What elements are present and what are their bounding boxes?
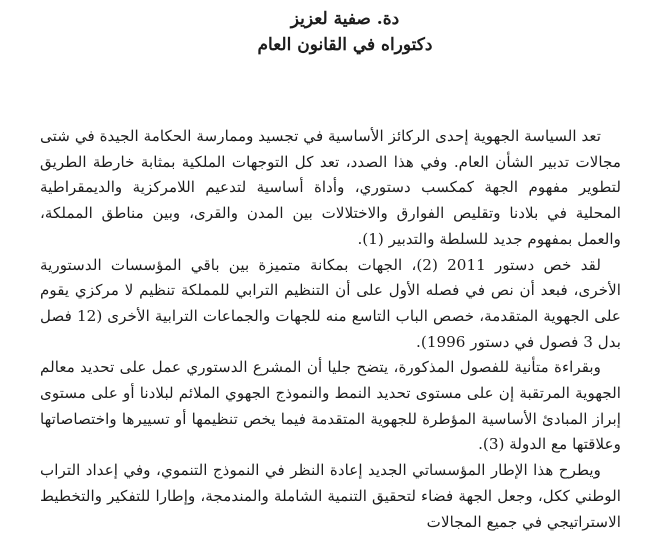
paragraph: لقد خص دستور 2011 (2)، الجهات بمكانة متميزة بين باقي المؤسسات الدستورية الأخرى، فبعد أن نص في فصله الأول على أن التنظيم الترابي للمملكة تنظيم لا مركزي يقوم على الجهوية المتقدمة، خصص الباب التاسع منه للجهات والجماعات الترابية الأخرى (12 فصل بدل 3 فصول في دستور 1996). [40,255,621,351]
author-header [0,6,650,58]
paragraph: تعد السياسة الجهوية إحدى الركائز الأساسية في تجسيد وممارسة الحكامة الجيدة في شتى مجالات تدبير الشأن العام. وفي هذا الصدد، تعد كل التوجهات الملكية بمثابة خارطة الطريق لتطوير مفهوم الجهة كمكسب دستوري، وأداة أساسية لتدعيم اللامركزية والديمقراطية المحلية في بلادنا وتقليص الفوارق والاختلالات بين المدن والقرى، وبين مناطق المملكة، والعمل بمفهوم جديد للسلطة والتدبير (1). [40,127,621,248]
article-body [40,124,621,535]
author-degree: دكتوراه في القانون العام [257,35,433,55]
paragraph: وبقراءة متأنية للفصول المذكورة، يتضح جليا أن المشرع الدستوري عمل على تحديد معالم الجهوية المرتقبة إن على مستوى تحديد النمط والنموذج الجهوي الملائم لبلادنا أو على مستوى إبراز المبادئ الأساسية المؤطرة للجهوية المتقدمة فيما يخص تنظيمها أو تسييرها واختصاصاتها وعلاقتها مع الدولة (3). [40,358,621,454]
author-name: دة. صفية لعزيز [290,9,400,29]
paragraph: ويطرح هذا الإطار المؤسساتي الجديد إعادة النظر في النموذج التنموي، وفي إعداد التراب الوطني ككل، وجعل الجهة فضاء لتحقيق التنمية الشاملة والمندمجة، وإطارا للتفكير والتخطيط الاستراتيجي في جميع المجالات [40,461,621,531]
